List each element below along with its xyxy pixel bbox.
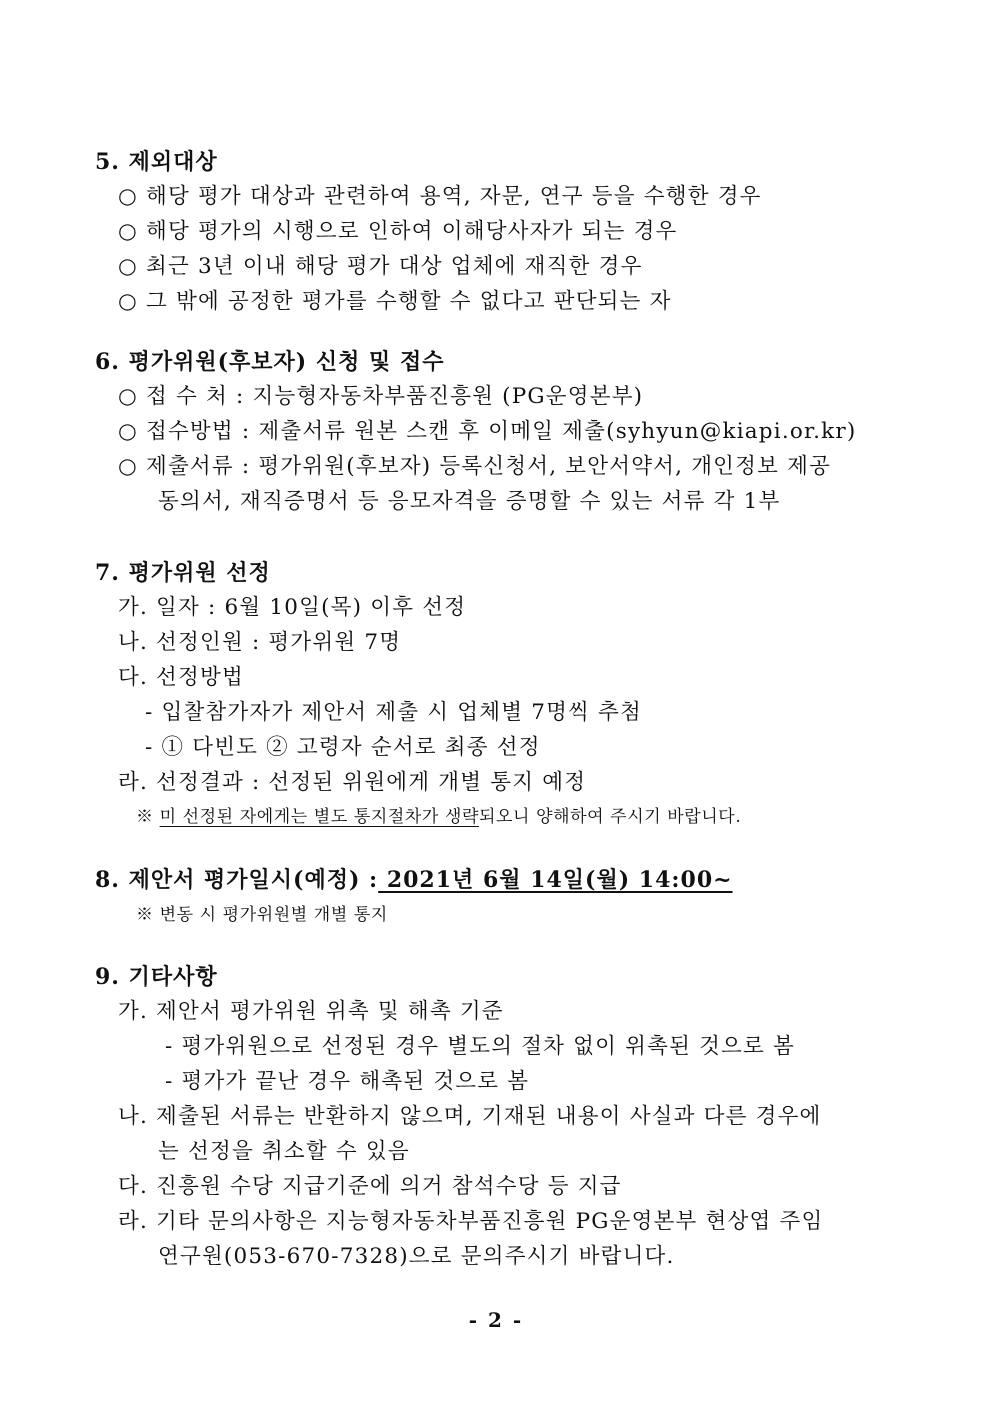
section-5-title: 5. 제외대상 xyxy=(95,149,218,175)
section-9-item: 가. 제안서 평가위원 위촉 및 해촉 기준 xyxy=(118,999,504,1024)
section-6-item: ○ 제출서류 : 평가위원(후보자) 등록신청서, 보안서약서, 개인정보 제공 xyxy=(118,454,832,479)
section-7-item: 라. 선정결과 : 선정된 위원에게 개별 통지 예정 xyxy=(118,770,587,795)
section-9-item-continued: 는 선정을 취소할 수 있음 xyxy=(158,1139,410,1164)
section-7-note xyxy=(136,803,741,831)
section-6-title: 6. 평가위원(후보자) 신청 및 접수 xyxy=(95,349,445,375)
section-6-item: ○ 접 수 처 : 지능형자동차부품진흥원 (PG운영본부) xyxy=(118,384,644,409)
section-9-item: 다. 진흥원 수당 지급기준에 의거 참석수당 등 지급 xyxy=(118,1174,622,1199)
section-7-subitem: - ① 다빈도 ② 고령자 순서로 최종 선정 xyxy=(145,735,541,760)
section-9-subitem: - 평가위원으로 선정된 경우 별도의 절차 없이 위촉된 것으로 봄 xyxy=(165,1034,796,1059)
section-7-item: 나. 선정인원 : 평가위원 7명 xyxy=(118,630,402,655)
section-6-item: ○ 접수방법 : 제출서류 원본 스캔 후 이메일 제출(syhyun@kiapi.or.kr) xyxy=(118,419,857,444)
section-7-item: 다. 선정방법 xyxy=(118,665,244,690)
section-7-item: 가. 일자 : 6월 10일(목) 이후 선정 xyxy=(118,595,467,620)
section-8-note: ※ 변동 시 평가위원별 개별 통지 xyxy=(136,905,388,925)
note-mark: ※ xyxy=(136,807,160,827)
section-9-subitem: - 평가가 끝난 경우 해촉된 것으로 봄 xyxy=(165,1069,530,1094)
section-5-item: ○ 해당 평가의 시행으로 인하여 이해당사자가 되는 경우 xyxy=(118,219,678,244)
evaluation-date: 2021년 6월 14일(월) 14:00~ xyxy=(378,867,733,893)
section-9-item: 라. 기타 문의사항은 지능형자동차부품진흥원 PG운영본부 현상엽 주임 xyxy=(118,1209,824,1234)
section-8-label: 8. 제안서 평가일시(예정) : xyxy=(95,867,379,893)
section-9-item-continued: 연구원(053-670-7328)으로 문의주시기 바랍니다. xyxy=(158,1244,675,1269)
note-rest-text: 되오니 양해하여 주시기 바랍니다. xyxy=(479,807,742,827)
section-7-subitem: - 입찰참가자가 제안서 제출 시 업체별 7명씩 추첨 xyxy=(145,700,642,725)
section-9-item: 나. 제출된 서류는 반환하지 않으며, 기재된 내용이 사실과 다른 경우에 xyxy=(118,1104,822,1129)
section-6-item-continued: 동의서, 재직증명서 등 응모자격을 증명할 수 있는 서류 각 1부 xyxy=(158,489,781,514)
section-5-item: ○ 해당 평가 대상과 관련하여 용역, 자문, 연구 등을 수행한 경우 xyxy=(118,184,762,209)
section-9-title: 9. 기타사항 xyxy=(95,964,218,990)
note-underlined-text: 미 선정된 자에게는 별도 통지절차가 생략 xyxy=(159,807,480,827)
section-5-item: ○ 그 밖에 공정한 평가를 수행할 수 없다고 판단되는 자 xyxy=(118,289,672,314)
section-5-item: ○ 최근 3년 이내 해당 평가 대상 업체에 재직한 경우 xyxy=(118,254,643,279)
page-number: - 2 - xyxy=(468,1308,524,1332)
section-8-title xyxy=(95,866,733,894)
section-7-title: 7. 평가위원 선정 xyxy=(95,560,271,586)
